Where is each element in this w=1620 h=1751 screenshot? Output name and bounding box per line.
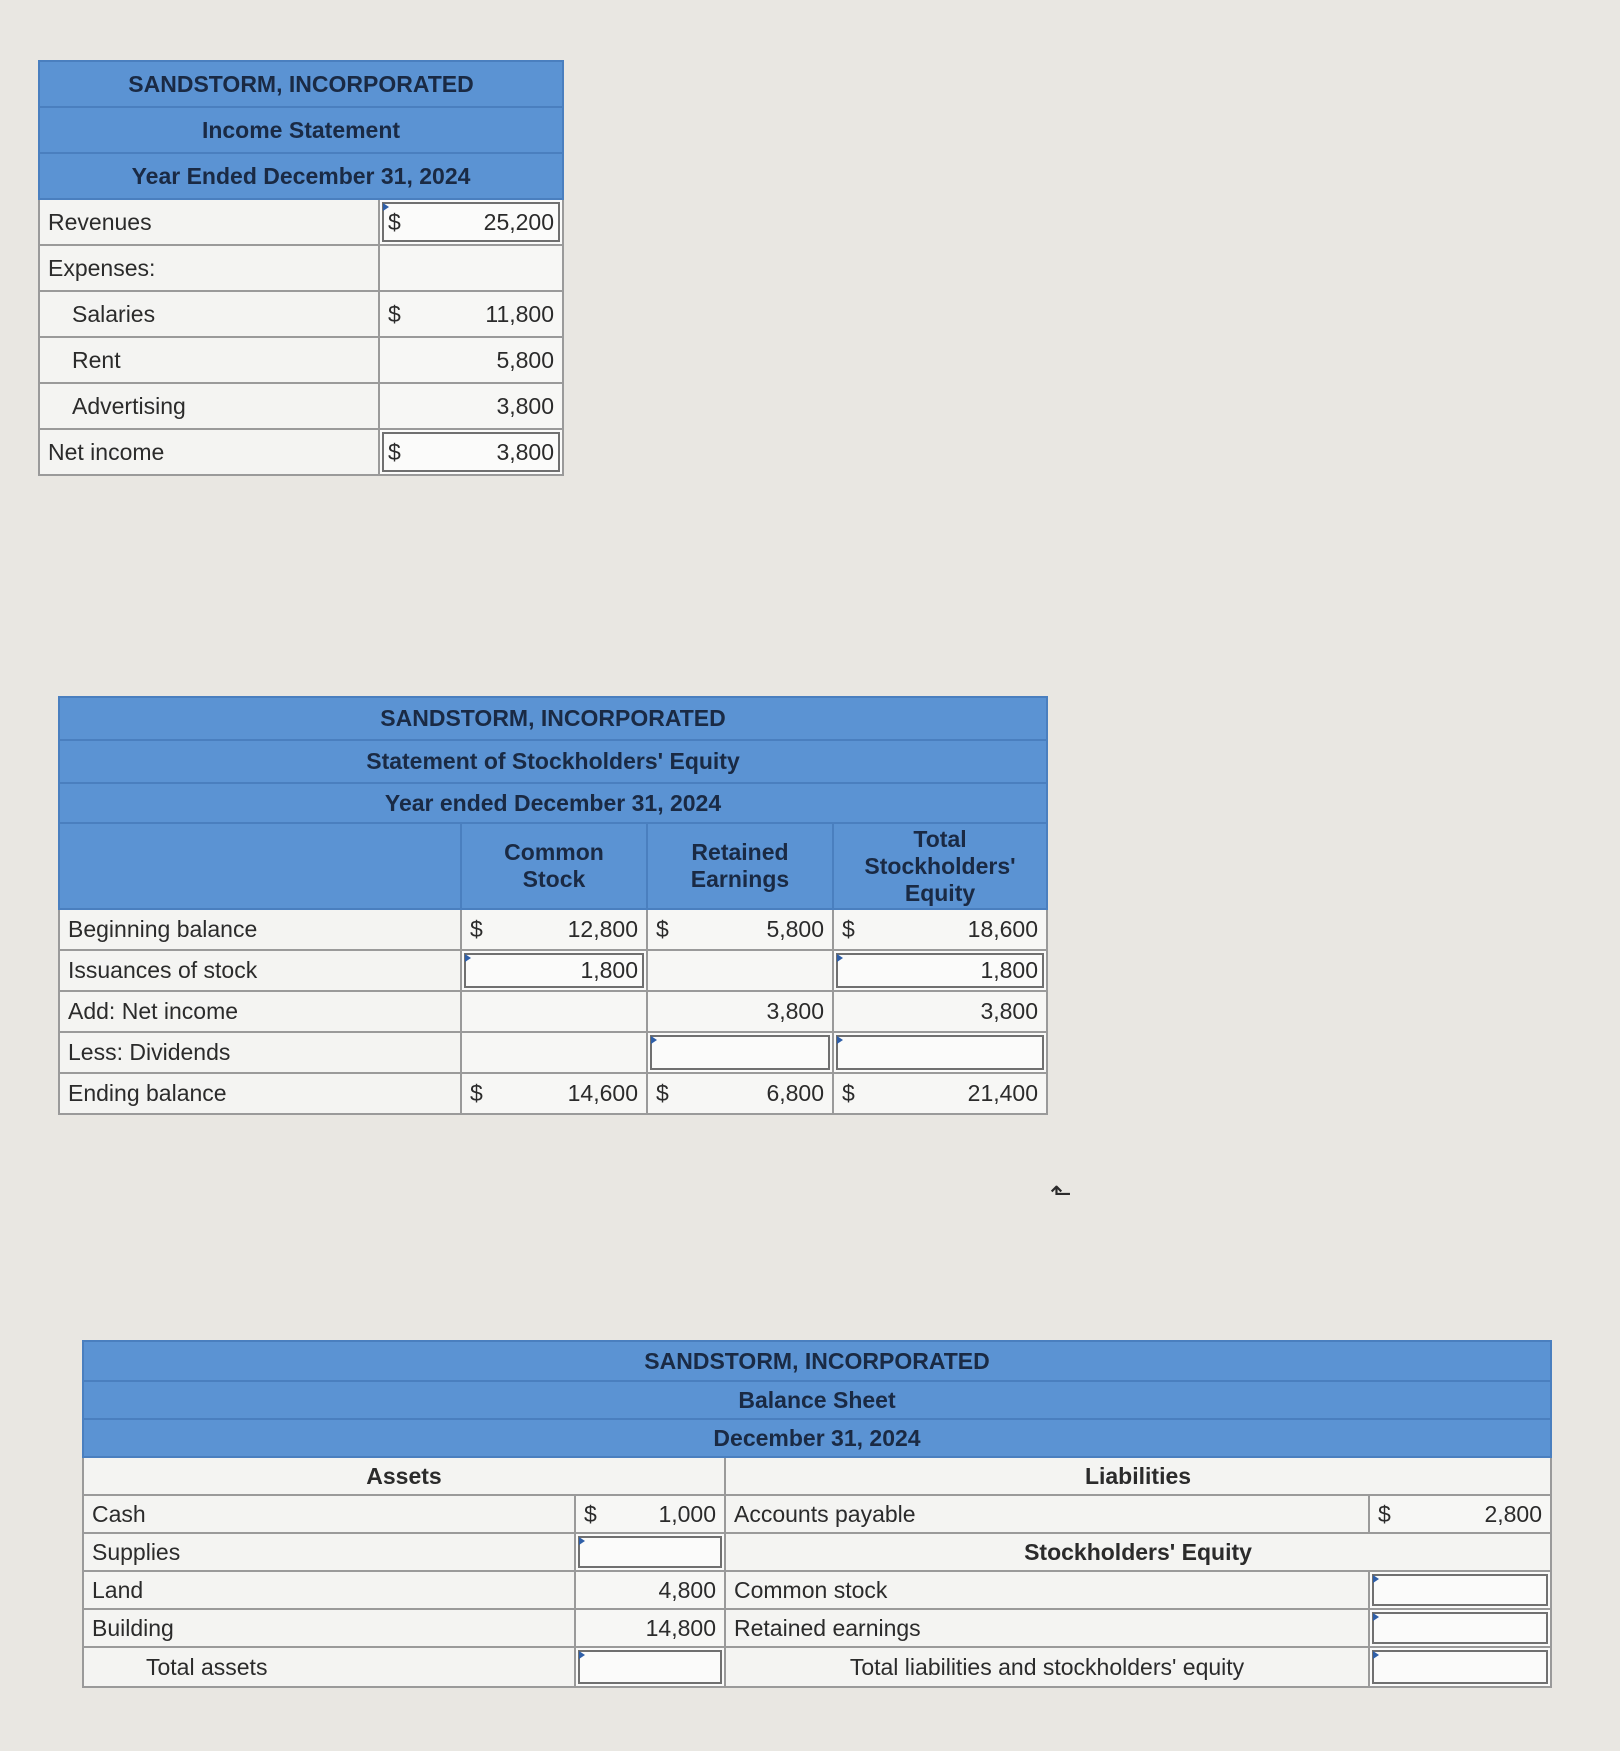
is-revenues-label: Revenues: [39, 199, 379, 245]
bs-accounts-payable-label: Accounts payable: [725, 1495, 1369, 1533]
bs-accounts-payable-field[interactable]: $ 2,800: [1369, 1495, 1551, 1533]
se-beginning-re[interactable]: $ 5,800: [647, 909, 833, 950]
bs-title: Balance Sheet: [83, 1381, 1551, 1419]
se-col-total-equity: Total Stockholders' Equity: [833, 823, 1047, 909]
se-dividends-re[interactable]: [647, 1032, 833, 1073]
is-rent-label: Rent: [39, 337, 379, 383]
se-ending-tse[interactable]: $ 21,400: [833, 1073, 1047, 1114]
bs-supplies-field[interactable]: [575, 1533, 725, 1571]
bs-cash-field[interactable]: $ 1,000: [575, 1495, 725, 1533]
se-dividends-label: Less: Dividends: [59, 1032, 461, 1073]
se-ending-re[interactable]: $ 6,800: [647, 1073, 833, 1114]
se-beginning-label: Beginning balance: [59, 909, 461, 950]
se-net-income-tse[interactable]: 3,800: [833, 991, 1047, 1032]
is-advertising-label: Advertising: [39, 383, 379, 429]
se-ending-cs[interactable]: $ 14,600: [461, 1073, 647, 1114]
bs-land-label: Land: [83, 1571, 575, 1609]
balance-sheet-table: [82, 1340, 1552, 1688]
is-salaries-field[interactable]: $ 11,800: [379, 291, 563, 337]
bs-total-assets-label: Total assets: [83, 1647, 575, 1687]
bs-cash-label: Cash: [83, 1495, 575, 1533]
se-ending-label: Ending balance: [59, 1073, 461, 1114]
bs-equity-header: Stockholders' Equity: [725, 1533, 1551, 1571]
is-net-income-field[interactable]: $ 3,800: [379, 429, 563, 475]
bs-total-assets-field[interactable]: [575, 1647, 725, 1687]
se-dividends-tse[interactable]: [833, 1032, 1047, 1073]
bs-period: December 31, 2024: [83, 1419, 1551, 1457]
se-period: Year ended December 31, 2024: [59, 783, 1047, 823]
se-col-common-stock: Common Stock: [461, 823, 647, 909]
se-net-income-cs[interactable]: [461, 991, 647, 1032]
is-period: Year Ended December 31, 2024: [39, 153, 563, 199]
bs-common-stock-field[interactable]: [1369, 1571, 1551, 1609]
se-issuances-label: Issuances of stock: [59, 950, 461, 991]
se-company: SANDSTORM, INCORPORATED: [59, 697, 1047, 740]
bs-liabilities-header: Liabilities: [725, 1457, 1551, 1495]
se-issuances-re[interactable]: [647, 950, 833, 991]
is-rent-field[interactable]: 5,800: [379, 337, 563, 383]
bs-retained-earnings-field[interactable]: [1369, 1609, 1551, 1647]
is-company: SANDSTORM, INCORPORATED: [39, 61, 563, 107]
bs-assets-header: Assets: [83, 1457, 725, 1495]
bs-retained-earnings-label: Retained earnings: [725, 1609, 1369, 1647]
bs-total-le-label: Total liabilities and stockholders' equity: [725, 1647, 1369, 1687]
se-net-income-re[interactable]: 3,800: [647, 991, 833, 1032]
is-title: Income Statement: [39, 107, 563, 153]
se-issuances-tse[interactable]: 1,800: [833, 950, 1047, 991]
is-net-income-label: Net income: [39, 429, 379, 475]
se-blank-header: [59, 823, 461, 909]
bs-building-label: Building: [83, 1609, 575, 1647]
se-issuances-cs[interactable]: 1,800: [461, 950, 647, 991]
is-revenues-field[interactable]: $ 25,200: [379, 199, 563, 245]
se-dividends-cs[interactable]: [461, 1032, 647, 1073]
income-statement-table: [38, 60, 564, 476]
se-title: Statement of Stockholders' Equity: [59, 740, 1047, 783]
equity-statement-table: [58, 696, 1048, 1115]
bs-company: SANDSTORM, INCORPORATED: [83, 1341, 1551, 1381]
se-beginning-cs[interactable]: $ 12,800: [461, 909, 647, 950]
se-net-income-label: Add: Net income: [59, 991, 461, 1032]
is-expenses-value: [379, 245, 563, 291]
bs-land-field[interactable]: 4,800: [575, 1571, 725, 1609]
is-expenses-label: Expenses:: [39, 245, 379, 291]
is-salaries-label: Salaries: [39, 291, 379, 337]
se-beginning-tse[interactable]: $ 18,600: [833, 909, 1047, 950]
mouse-pointer-icon: ⬑: [1050, 1178, 1072, 1208]
bs-common-stock-label: Common stock: [725, 1571, 1369, 1609]
bs-building-field[interactable]: 14,800: [575, 1609, 725, 1647]
is-advertising-field[interactable]: 3,800: [379, 383, 563, 429]
bs-total-le-field[interactable]: [1369, 1647, 1551, 1687]
se-col-retained-earnings: Retained Earnings: [647, 823, 833, 909]
bs-supplies-label: Supplies: [83, 1533, 575, 1571]
